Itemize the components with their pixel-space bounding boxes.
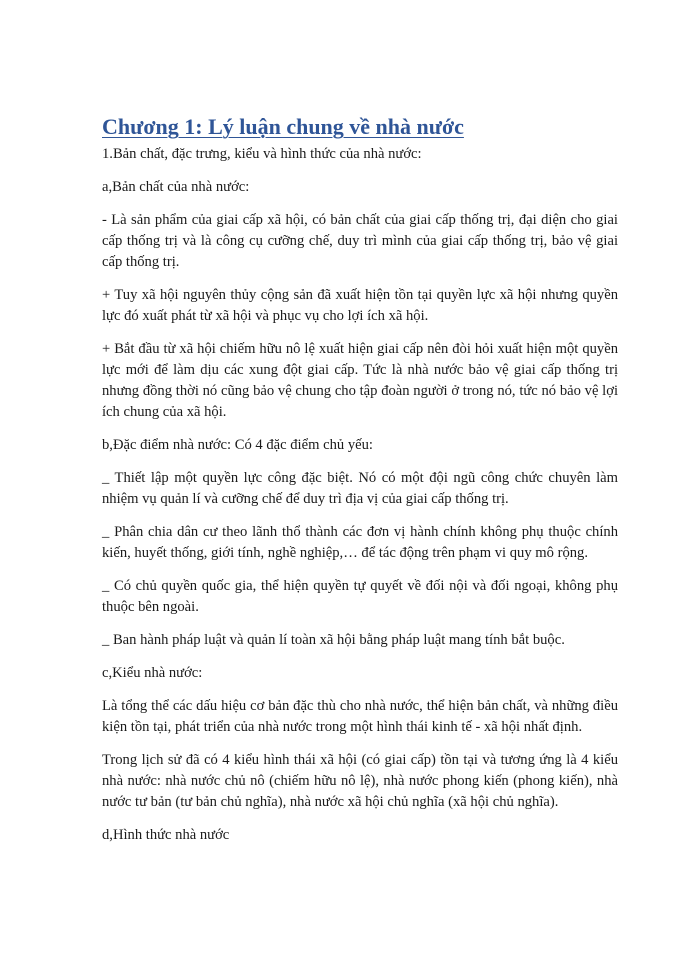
feature-item-2: _ Phân chia dân cư theo lãnh thổ thành các đơn vị hành chính không phụ thuộc chính kiến, huyết thống, giới tính, nghề nghiệp,… để tác động trên phạm vi quy mô rộng. [102, 524, 618, 561]
paragraph-state-types-history: Trong lịch sử đã có 4 kiểu hình thái xã hội (có giai cấp) tồn tại và tương ứng là 4 kiểu nhà nước: nhà nước chủ nô (chiếm hữu nô lệ), nhà nước phong kiến (phong kiến), nhà nước tư bản (tư bản chủ nghĩa), nhà nước xã hội chủ nghĩa (xã hội chủ nghĩa). [102, 752, 618, 810]
subsection-heading-d: d,Hình thức nhà nước [102, 827, 230, 843]
paragraph-state-type-definition: Là tổng thể các dấu hiệu cơ bản đặc thù cho nhà nước, thể hiện bản chất, và những điều kiện tồn tại, phát triển của nhà nước trong một hình thái kinh tế - xã hội nhất định. [102, 698, 618, 735]
section-heading-1: 1.Bản chất, đặc trưng, kiểu và hình thức của nhà nước: [102, 146, 422, 162]
chapter-title: Chương 1: Lý luận chung về nhà nước [102, 114, 464, 139]
feature-item-4: _ Ban hành pháp luật và quản lí toàn xã hội bằng pháp luật mang tính bắt buộc. [102, 632, 565, 648]
feature-item-3: _ Có chủ quyền quốc gia, thể hiện quyền tự quyết về đối nội và đối ngoại, không phụ thuộc bên ngoài. [102, 578, 618, 615]
paragraph-slave-society: + Bắt đầu từ xã hội chiếm hữu nô lệ xuất hiện giai cấp nên đòi hỏi xuất hiện một quyền lực mới để làm dịu các xung đột giai cấp. Tức là nhà nước bảo vệ giai cấp thống trị nhưng đồng thời nó cũng bảo vệ chung cho tập đoàn người ở trong nó, tức nó bảo vệ lợi ích chung của xã hội. [102, 341, 618, 420]
subsection-heading-c: c,Kiểu nhà nước: [102, 665, 203, 681]
paragraph-primitive-society: + Tuy xã hội nguyên thủy cộng sản đã xuất hiện tồn tại quyền lực xã hội nhưng quyền lực đó xuất phát từ xã hội và phục vụ cho lợi ích xã hội. [102, 287, 618, 324]
paragraph-essence: - Là sản phẩm của giai cấp xã hội, có bản chất của giai cấp thống trị, đại diện cho giai cấp thống trị và là công cụ cưỡng chế, duy trì mình của giai cấp thống trị, bảo vệ giai cấp thống trị. [102, 212, 618, 270]
subsection-heading-a: a,Bản chất của nhà nước: [102, 179, 250, 195]
subsection-heading-b: b,Đặc điểm nhà nước: Có 4 đặc điểm chủ yếu: [102, 437, 373, 453]
feature-item-1: _ Thiết lập một quyền lực công đặc biệt. Nó có một đội ngũ công chức chuyên làm nhiệm vụ quản lí và cưỡng chế để duy trì địa vị của giai cấp thống trị. [102, 470, 618, 507]
document-page [102, 112, 618, 858]
